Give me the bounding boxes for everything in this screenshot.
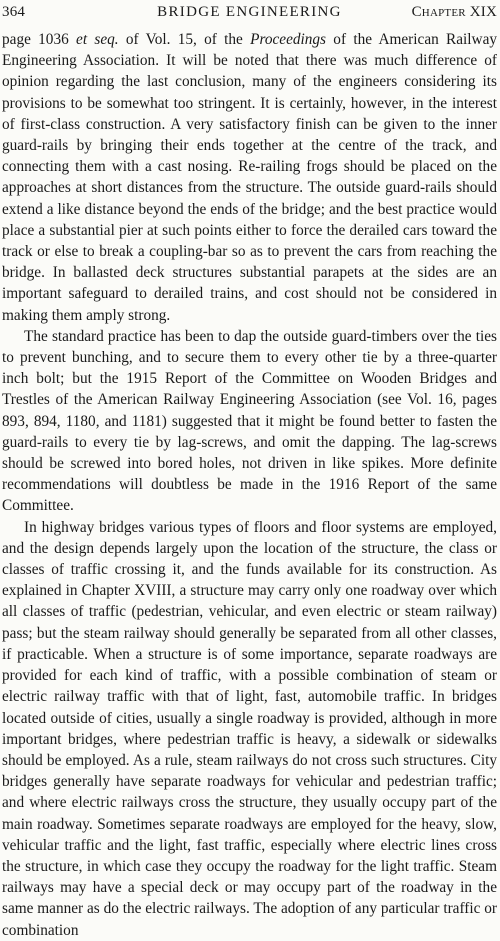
text-run: of Vol. 15, of the	[118, 31, 251, 48]
paragraph-guard-rails	[2, 29, 497, 326]
text-run: page 1036	[2, 31, 77, 48]
italic-et-seq: et seq.	[76, 31, 119, 48]
page-number: 364	[2, 4, 26, 20]
italic-proceedings: Proceedings	[250, 31, 327, 48]
text-run: of the American Railway Engineering Association. It will be noted that there was much difference of opinion regarding the last conclusion, many of the engineers considering its provisions to be somewhat too stringent. It is certainly, however, in the interest of first-class construction. A very satisfactory finish can be given to the inner guard-rails by bringing their ends together at the centre of the track, and connecting them with a cast nosing. Re-railing frogs should be placed on the approaches at short distances from the structure. The outside guard-rails should extend a like distance beyond the ends of the bridge; and the best practice would place a substantial pier at such points either to force the derailed cars toward the track or else to break a coupling-bar so as to prevent the cars from reaching the bridge. In ballasted deck structures substantial parapets at the sides are an important safeguard to derailed trains, and cost should not be considered in making them amply strong.	[2, 31, 498, 324]
chapter-label: Chapter XIX	[411, 4, 497, 20]
paragraph-highway-bridges: In highway bridges various types of floors and floor systems are employed, and the design depends largely upon the location of the structure, the class or classes of traffic crossing it, and the funds available for its construction. As explained in Chapter XVIII, a structure may carry only one roadway over which all classes of traffic (pedestrian, vehicular, and even electric or steam railway) pass; but the steam railway should generally be separated from all other classes, if practicable. When a structure is of some importance, separate roadways are provided for each kind of traffic, with a possible combination of steam or electric railway traffic with that of light, fast, automobile traffic. In bridges located outside of cities, usually a single roadway is provided, although in more important bridges, where pedestrian traffic is heavy, a sidewalk or sidewalks should be employed. As a rule, steam railways do not cross such structures. City bridges generally have separate roadways for vehicular and pedestrian traffic; and where electric railways cross the structure, they usually occupy part of the main roadway. Sometimes separate roadways are employed for the heavy, slow, vehicular traffic and the light, fast traffic, especially where electric lines cross the structure, in which case they occupy the roadway for the light traffic. Steam railways may have a special deck or may occupy part of the roadway in the same manner as do the electric railways. The adoption of any particular traffic or combination	[2, 518, 497, 939]
running-header	[2, 4, 497, 20]
body-text	[2, 29, 497, 941]
running-title: BRIDGE ENGINEERING	[157, 4, 342, 20]
paragraph-guard-timbers: The standard practice has been to dap the outside guard-timbers over the ties to prevent bunching, and to secure them to every other tie by a three-quarter inch bolt; but the 1915 Report of the Committee on Wooden Bridges and Trestles of the American Railway Engineering Association (see Vol. 16, pages 893, 894, 1180, and 1181) suggested that it might be found better to fasten the guard-rails to every tie by lag-screws, and omit the dapping. The lag-screws should be screwed into bored holes, not driven in like spikes. More definite recommendations will doubtless be made in the 1916 Report of the same Committee.	[2, 327, 497, 515]
